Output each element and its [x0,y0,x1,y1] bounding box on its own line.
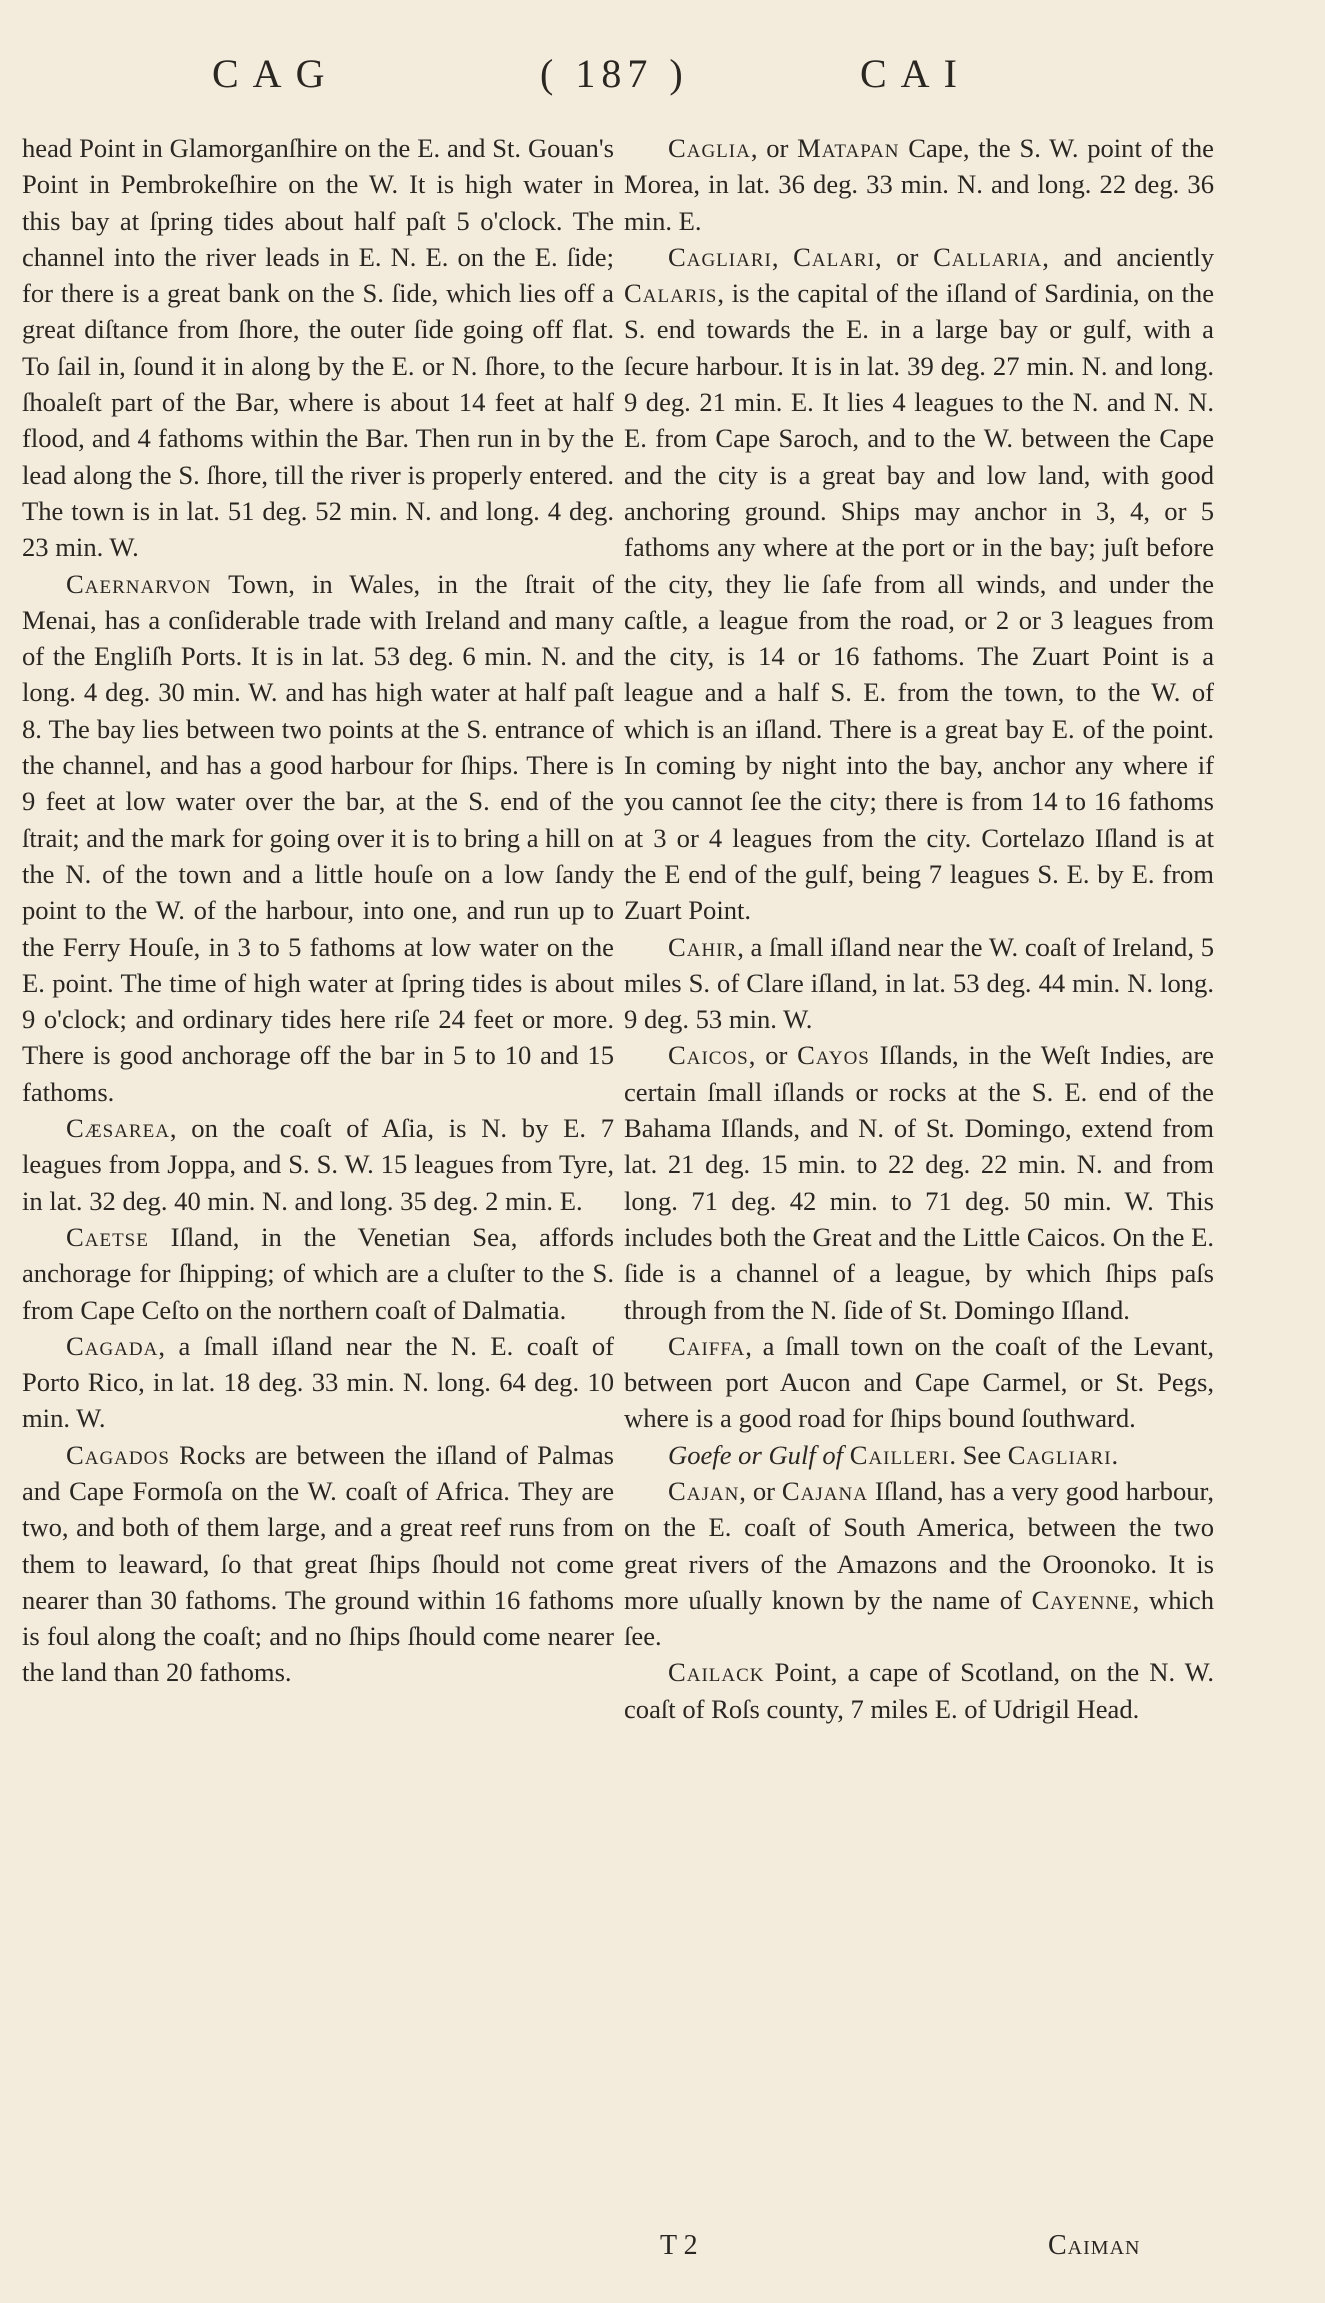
entry-text: Iſland, has a very good harbour, on the E. coaſt of South America, between the two great rivers of the Amazons and the Oroonoko. It is more uſually known by the name of [624,1475,1214,1615]
entry-caiffa [624,1328,1214,1437]
entry-cajan [624,1473,1214,1654]
entry-text: Iſland, in the Venetian Sea, affords anchorage for ſhipping; of which are a cluſter to the S. from Cape Ceſto on the northern coaſt of Dalmatia. [22,1221,614,1325]
running-head-right: CAI [860,51,971,96]
catchword: Caiman [1048,2230,1141,2261]
entry-headword-alt: Cayos [797,1040,870,1071]
entry-end: , which ſee. [624,1584,1214,1652]
entry-cagliari [624,239,1214,929]
entry-caicos [624,1037,1214,1327]
cross-reference: Cagliari [1007,1439,1112,1470]
entry-headword-alt: Cajana [781,1475,868,1506]
entry-headword: Caicos [668,1040,749,1071]
entry-caesarea [22,1110,614,1219]
right-column [624,130,1214,1727]
entry-caetse [22,1219,614,1328]
entry-headword: Caiffa [668,1330,746,1361]
entry-cailleri [624,1437,1214,1473]
entry-cahir [624,929,1214,1038]
entry-cagada [22,1328,614,1437]
entry-text: Iſlands, in the Weſt Indies, are certain ſmall iſlands or rocks at the S. E. end of the Bahama Iſlands, and N. of St. Domingo, extend from lat. 21 deg. 15 min. to 22 deg. 22 min. N. and from long. 71 deg. 42 min. to 71 deg. 50 min. W. This includes both the Great and the Little Caicos. On the E. ſide is a channel of a league, by which ſhips paſs through from the N. ſide of St. Domingo Iſland. [624,1040,1214,1325]
entry-headword-alt: Calaris [624,278,718,309]
entry-text: , a ſmall iſland near the W. coaſt of Ireland, 5 miles S. of Clare iſland, in lat. 53 deg. 44 min. N. long. 9 deg. 53 min. W. [624,931,1214,1035]
entry-caernarvon [22,566,614,1110]
entry-connector: , and anciently [1042,241,1215,272]
entry-end: . [1111,1439,1119,1470]
entry-headword: Caetse [66,1221,149,1252]
signature-mark: T 2 [660,2230,698,2261]
cross-reference: Cayenne [1031,1584,1133,1615]
entry-headword: Cagados [66,1439,170,1470]
entry-headword: Caglia [668,133,751,163]
entry-connector: , or [748,1040,798,1071]
entry-headword: Cajan [668,1475,740,1506]
entry-headword: Cagliari [668,241,772,272]
entry-text: , a ſmall town on the coaſt of the Levant, between port Aucon and Cape Carmel, or St. Pegs, where is a good road for ſhips bound ſouthward. [624,1330,1214,1434]
entry-headword: Cailleri [849,1439,950,1470]
entry-headword: Cagada [66,1330,159,1361]
entry-cagados [22,1437,614,1691]
entry-connector: , or [874,241,934,272]
entry-text: Rocks are between the iſland of Palmas and Cape Formoſa on the W. coaſt of Africa. They are two, and both of them large, and a great reef runs from them to leaward, ſo that great ſhips ſhould not come nearer than 30 fathoms. The ground within 16 fathoms is foul along the coaſt; and no ſhips ſhould come nearer the land than 20 fathoms. [22,1439,614,1688]
entry-headword-alt: Callaria [933,241,1043,272]
entry-text: Cape, the S. W. point of the Morea, in lat. 36 deg. 33 min. N. and long. 22 deg. 36 min. E. [624,133,1214,236]
entry-italic-prefix: Goefe or Gulf of [668,1439,844,1470]
entry-text: . See [949,1439,1002,1470]
continued-entry: head Point in Glamorganſhire on the E. and St. Gouan's Point in Pembrokeſhire on the W. It is high water in this bay at ſpring tides about half paſt 5 o'clock. The channel into the river leads in E. N. E. on the E. ſide; for there is a great bank on the S. ſide, which lies off a great diſtance from ſhore, the outer ſide going off flat. To ſail in, ſound it in along by the E. or N. ſhore, to the ſhoaleſt part of the Bar, where is about 14 feet at half flood, and 4 fathoms within the Bar. Then run in by the lead along the S. ſhore, till the river is properly entered. The town is in lat. 51 deg. 52 min. N. and long. 4 deg. 23 min. W. [22,133,614,563]
running-head-left: CAG [212,51,339,96]
entry-text: , is the capital of the iſland of Sardinia, on the S. end towards the E. in a large bay or gulf, with a ſecure harbour. It is in lat. 39 deg. 27 min. N. and long. 9 deg. 21 min. E. It lies 4 leagues to the N. and N. N. E. from Cape Saroch, and to the W. between the Cape and the city is a great bay and low land, with good anchoring ground. Ships may anchor in 3, 4, or 5 fathoms any where at the port or in the bay; juſt before the city, they lie ſafe from all winds, and under the caſtle, a league from the road, or 2 or 3 leagues from the city, is 14 or 16 fathoms. The Zuart Point is a league and a half S. E. from the town, to the W. of which is an iſland. There is a great bay E. of the point. In coming by night into the bay, anchor any where if you cannot ſee the city; there is from 14 to 16 fathoms at 3 or 4 leagues from the city. Cortelazo Iſland is at the E end of the gulf, being 7 leagues S. E. by E. from Zuart Point. [624,278,1214,926]
entry-connector: , [771,241,794,272]
page-number: ( 187 ) [540,51,689,96]
entry-connector: , or [750,133,798,163]
left-column [22,130,614,1691]
entry-text: , a ſmall iſland near the N. E. coaſt of Porto Rico, in lat. 18 deg. 33 min. N. long. 64 deg. 10 min. W. [22,1330,614,1434]
entry-text: Town, in Wales, in the ſtrait of Menai, has a conſiderable trade with Ireland and many of the Engliſh Ports. It is in lat. 53 deg. 6 min. N. and long. 4 deg. 30 min. W. and has high water at half paſt 8. The bay lies between two points at the S. entrance of the channel, and has a good harbour for ſhips. There is 9 feet at low water over the bar, at the S. end of the ſtrait; and the mark for going over it is to bring a hill on the N. of the town and a little houſe on a low ſandy point to the W. of the harbour, into one, and run up to the Ferry Houſe, in 3 to 5 fathoms at low water on the E. point. The time of high water at ſpring tides is about 9 o'clock; and ordinary tides here riſe 24 feet or more. There is good anchorage off the bar in 5 to 10 and 15 fathoms. [22,568,614,1107]
entry-text: , on the coaſt of Aſia, is N. by E. 7 leagues from Joppa, and S. S. W. 15 leagues from Tyre, in lat. 32 deg. 40 min. N. and long. 35 deg. 2 min. E. [22,1113,614,1216]
entry-headword: Cailack [668,1657,765,1688]
entry-headword-alt: Calari [793,241,875,272]
entry-cailack [624,1654,1214,1727]
entry-text: Point, a cape of Scotland, on the N. W. coaſt of Roſs county, 7 miles E. of Udrigil Head. [624,1657,1214,1724]
entry-headword: Cæsarea [66,1113,170,1144]
entry-headword: Caernarvon [66,568,212,599]
entry-headword: Cahir [668,931,738,962]
entry-connector: , or [739,1475,782,1506]
entry-caglia [624,130,1214,239]
entry-headword-alt: Matapan [797,133,900,163]
